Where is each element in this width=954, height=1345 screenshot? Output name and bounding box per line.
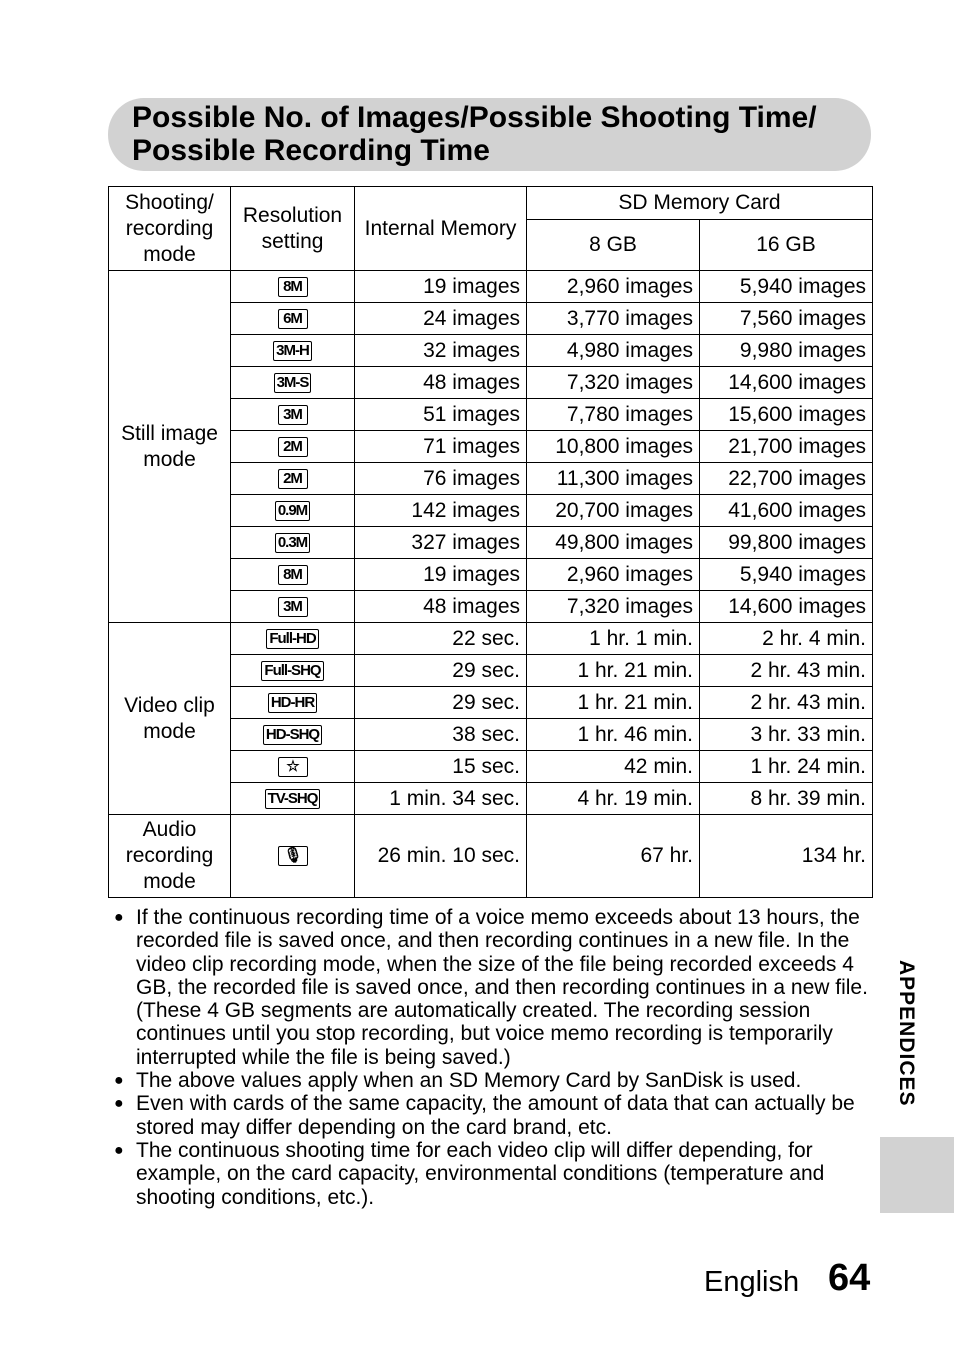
internal-value: 48 images — [355, 367, 527, 399]
table-row — [109, 623, 873, 655]
sd8-value: 3,770 images — [527, 303, 700, 335]
internal-value: 76 images — [355, 463, 527, 495]
sd8-value: 42 min. — [527, 751, 700, 783]
sd8-value: 11,300 images — [527, 463, 700, 495]
internal-value: 22 sec. — [355, 623, 527, 655]
sd8-value: 7,320 images — [527, 367, 700, 399]
sd16-value: 14,600 images — [700, 591, 873, 623]
sd16-value: 7,560 images — [700, 303, 873, 335]
internal-value: 38 sec. — [355, 719, 527, 751]
resolution-tv-shq-icon: TV-SHQ — [265, 789, 321, 809]
sd16-value: 2 hr. 4 min. — [700, 623, 873, 655]
page-number: 64 — [828, 1257, 871, 1299]
sd8-value: 7,780 images — [527, 399, 700, 431]
resolution-3m-s-icon: 3M-S — [274, 373, 312, 393]
sd8-value: 1 hr. 1 min. — [527, 623, 700, 655]
sd16-value: 22,700 images — [700, 463, 873, 495]
sd16-value: 21,700 images — [700, 431, 873, 463]
bullet-icon: ● — [114, 1095, 124, 1113]
sd16-value: 8 hr. 39 min. — [700, 783, 873, 815]
header-sd-memory-card: SD Memory Card — [527, 187, 873, 220]
sd16-value: 41,600 images — [700, 495, 873, 527]
footer-language: English — [704, 1266, 800, 1298]
sd16-value: 14,600 images — [700, 367, 873, 399]
sd8-value: 1 hr. 21 min. — [527, 655, 700, 687]
table-row — [109, 815, 873, 898]
note-text: The continuous shooting time for each video clip will differ depending, for example, on the card capacity, environmental conditions (temperature and shooting conditions, etc.). — [136, 1138, 825, 1209]
resolution-3m-burst-icon: 3M — [278, 597, 308, 617]
resolution-0-9m-icon: 0.9M — [275, 501, 310, 521]
resolution-3m-icon: 3M — [278, 405, 308, 425]
appendices-tab-marker — [880, 1137, 954, 1213]
bullet-icon: ● — [114, 1072, 124, 1090]
star-icon: ☆ — [278, 757, 308, 777]
page-title-line-2: Possible Recording Time — [132, 134, 490, 167]
internal-value: 15 sec. — [355, 751, 527, 783]
internal-value: 19 images — [355, 559, 527, 591]
resolution-3m-h-icon: 3M-H — [273, 341, 312, 361]
sd8-value: 1 hr. 46 min. — [527, 719, 700, 751]
sd8-value: 2,960 images — [527, 559, 700, 591]
resolution-6m-icon: 6M — [278, 309, 308, 329]
sd16-value: 134 hr. — [700, 815, 873, 898]
sd16-value: 2 hr. 43 min. — [700, 655, 873, 687]
internal-value: 32 images — [355, 335, 527, 367]
internal-value: 26 min. 10 sec. — [355, 815, 527, 898]
resolution-hd-hr-icon: HD-HR — [268, 693, 317, 713]
internal-value: 1 min. 34 sec. — [355, 783, 527, 815]
sd8-value: 10,800 images — [527, 431, 700, 463]
sd8-value: 67 hr. — [527, 815, 700, 898]
internal-value: 327 images — [355, 527, 527, 559]
resolution-8m-icon: 8M — [278, 277, 308, 297]
sd8-value: 1 hr. 21 min. — [527, 687, 700, 719]
sd16-value: 1 hr. 24 min. — [700, 751, 873, 783]
internal-value: 19 images — [355, 271, 527, 303]
sd16-value: 2 hr. 43 min. — [700, 687, 873, 719]
internal-value: 24 images — [355, 303, 527, 335]
resolution-full-hd-icon: Full-HD — [266, 629, 318, 649]
sd8-value: 4,980 images — [527, 335, 700, 367]
sd16-value: 9,980 images — [700, 335, 873, 367]
bullet-icon: ● — [114, 909, 124, 926]
resolution-2m-icon: 2M — [278, 469, 308, 489]
header-internal-memory: Internal Memory — [355, 187, 527, 271]
note-text: If the continuous recording time of a voice memo exceeds about 13 hours, the recorded file is saved once, and then recording continues in a new file. In the video clip recording mode, when the size of the file being recorded exceeds 4 GB, the recorded file is saved once, and then recording continues in a new file. (These 4 GB segments are automatically created. The recording session continues until you stop recording, but voice memo recording is temporarily interrupted while the file is being saved.) — [136, 906, 868, 1069]
header-resolution: Resolution setting — [231, 187, 355, 271]
header-16gb: 16 GB — [700, 220, 873, 271]
list-item — [114, 1139, 874, 1209]
bullet-icon: ● — [114, 1141, 124, 1159]
sd8-value: 7,320 images — [527, 591, 700, 623]
group-audio-recording-mode: Audio recording mode — [109, 815, 231, 898]
header-8gb: 8 GB — [527, 220, 700, 271]
group-video-clip-mode: Video clip mode — [109, 623, 231, 815]
sd8-value: 2,960 images — [527, 271, 700, 303]
internal-value: 48 images — [355, 591, 527, 623]
sd16-value: 5,940 images — [700, 559, 873, 591]
microphone-icon: 🎙 — [278, 846, 308, 866]
list-item — [114, 1069, 874, 1092]
sd16-value: 15,600 images — [700, 399, 873, 431]
internal-value: 142 images — [355, 495, 527, 527]
sd8-value: 4 hr. 19 min. — [527, 783, 700, 815]
sd16-value: 3 hr. 33 min. — [700, 719, 873, 751]
sd8-value: 49,800 images — [527, 527, 700, 559]
group-still-image-mode: Still image mode — [109, 271, 231, 623]
section-title-box — [108, 98, 871, 171]
list-item — [114, 1092, 874, 1139]
table-row — [109, 271, 873, 303]
resolution-full-shq-icon: Full-SHQ — [261, 661, 323, 681]
sd16-value: 5,940 images — [700, 271, 873, 303]
internal-value: 51 images — [355, 399, 527, 431]
resolution-hd-shq-icon: HD-SHQ — [263, 725, 322, 745]
sd8-value: 20,700 images — [527, 495, 700, 527]
resolution-2m-wide-icon: 2M — [278, 437, 308, 457]
header-mode: Shooting/ recording mode — [109, 187, 231, 271]
note-text: The above values apply when an SD Memory Card by SanDisk is used. — [136, 1069, 802, 1093]
resolution-0-3m-icon: 0.3M — [275, 533, 310, 553]
sd16-value: 99,800 images — [700, 527, 873, 559]
internal-value: 29 sec. — [355, 655, 527, 687]
internal-value: 71 images — [355, 431, 527, 463]
resolution-8m-burst-icon: 8M — [278, 565, 308, 585]
page-title-line-1: Possible No. of Images/Possible Shooting Time/ — [132, 101, 817, 134]
appendices-side-label: APPENDICES — [895, 960, 918, 1107]
notes-list — [114, 906, 874, 1209]
note-text: Even with cards of the same capacity, the amount of data that can actually be stored may differ depending on the card brand, etc. — [136, 1092, 855, 1139]
capacity-table — [108, 186, 873, 898]
internal-value: 29 sec. — [355, 687, 527, 719]
list-item — [114, 906, 874, 1069]
